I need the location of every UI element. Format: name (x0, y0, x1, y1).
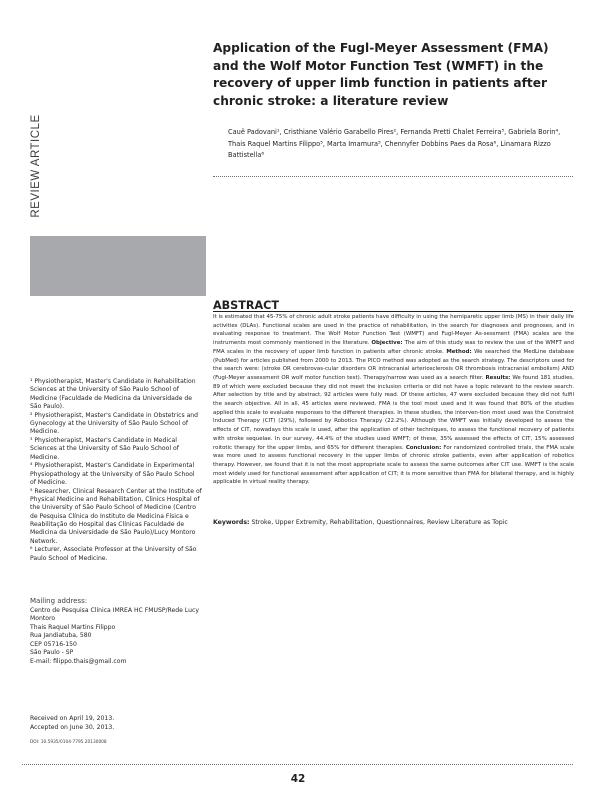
keywords-label: Keywords: (213, 519, 250, 526)
abstract-body (213, 313, 574, 487)
dates (30, 715, 202, 732)
doi: DOI: 10.5935/0104-7795.20130008 (30, 740, 107, 745)
mailing-address (30, 597, 202, 666)
affiliation-item: ³ Physiotherapist, Master's Candidate in Medical Sciences at the University of São Paulo School of Medicine. (30, 437, 179, 461)
mailing-line: São Paulo - SP (30, 649, 74, 656)
abstract-method: We searched the MedLine database (PubMed) for articles published from 2000 to 2013. The PICO method was adopted as the search strategy. The descriptors used for the search were: (stroke OR cerebrovas-cular disorders OR intracranial arteriosclerosis OR thrombosis intracranial embolism) AND (Fugl-Meyer assessment OR wolf motor function test). Therapy/narrow was used as a search filter. (213, 348, 574, 381)
mailing-line: Thais Raquel Martins Filippo (30, 623, 116, 631)
affiliations (30, 378, 202, 563)
abstract-rule (213, 311, 573, 312)
accepted-date: Accepted on June 30, 2013. (30, 723, 115, 731)
author-list: Cauê Padovani¹, Cristhiane Valério Garabello Pires², Fernanda Pretti Chalet Ferreira³, Gabriela Borin⁴, Thais Raquel Martins Filippo⁵, Marta Imamura⁵, Chennyfer Dobbins Paes da Rosa⁶, Linamara Rizzo Battistella⁶ (228, 128, 561, 159)
abstract-results: We found 181 studies, 89 of which were excluded because they did not meet the inclusion criteria or did not have a topic relevant to the review search. After selection by title and by abstract, 92 articles were fully read. Of these articles, 47 were excluded because they did not fulfil the search objective. All in all, 45 articles were reviewed. FMA is the tool most used and it was found that 80% of the studies applied this scale to evaluate responses to the different therapies. In these studies, the interven-tion most used was the Constraint Induced Therapy (CIT) (29%), followed by Robotics Therapy (22.2%). Although the WMFT was initially developed to assess the effects of CIT, nowadays this scale is used, after the application of other techniques, to assess the functional recovery of patients with stroke sequelae. In our survey, 44.4% of the studies used WMFT; of these, 35% assessed the effects of CIT, 15% assessed roitotic therapy for the upper limbs, and 65% for different therapies. (213, 374, 574, 451)
article-title: Application of the Fugl-Meyer Assessment (FMA) and the Wolf Motor Function Test (WMFT) in the recovery of upper limb function in patients after chronic stroke: a literature review (213, 41, 549, 108)
affiliation-item: ⁴ Physiotherapist, Master's Candidate in Experimental Physiopathology at the University of São Paulo School of Medicine. (30, 462, 195, 487)
title-divider (213, 176, 573, 177)
mailing-line: Centro de Pesquisa Clínica IMREA HC FMUSP/Rede Lucy Montoro (30, 606, 199, 622)
abstract-intro: It is estimated that 45-75% of chronic adult stroke patients have difficulty in using the hemiparetic upper limb (MS) in their daily life activities (DLAs). Functional scales are used in the practice of rehabilitation, in the search for diagnoses and prognoses, and in evaluating response to treatment. The Wolf Motor Function Test (WMFT) and Fugl-Meyer As-sessment (FMA) scales are the instruments most commonly mentioned in the literature. (213, 314, 574, 347)
mailing-email: E-mail: filippo.thais@gmail.com (30, 657, 127, 665)
objective-label: Objective: (371, 340, 403, 347)
page-number: 42 (290, 773, 306, 785)
results-label: Results: (485, 374, 511, 381)
footer-divider (22, 764, 573, 765)
abstract-objective: The aim of this study was to review the use of the WMFT and FMA scales in the recovery of upper limb function in patients after chronic stroke. (213, 340, 574, 355)
decorative-gray-band (30, 236, 206, 296)
mailing-line: Rua Jandiatuba, 580 (30, 632, 92, 639)
affiliation-item: ¹ Physiotherapist, Master's Candidate in Rehabilitation Sciences at the University of São Paulo School of Medicine (Faculdade de Medicina da Universidade de São Paulo). (30, 378, 196, 411)
abstract-heading: ABSTRACT (213, 299, 279, 312)
affiliation-item: ⁶ Lecturer, Associate Professor at the University of São Paulo School of Medicine. (30, 546, 197, 562)
affiliation-item: ⁵ Researcher, Clinical Research Center at the Institute of Physical Medicine and Rehabilitation, Clinics Hospital of the University of São Paulo School of Medicine (Centro de Pesquisa Clínica do Instituto de Medicina Física e Reabilitação do Hospital das Clínicas Faculdade de Medicina da Universidade de São Paulo)/Lucy Montoro Network. (30, 487, 202, 545)
section-label (26, 115, 46, 225)
conclusion-label: Conclusion: (405, 444, 442, 451)
mailing-label: Mailing address: (30, 597, 88, 605)
mailing-line: CEP 05716-150 (30, 640, 77, 648)
section-label-text: REVIEW ARTICLE (30, 114, 42, 218)
method-label: Method: (446, 348, 472, 355)
keywords-text: Stroke, Upper Extremity, Rehabilitation, Questionnaires, Review Literature as Topic (251, 519, 508, 526)
keywords (213, 519, 574, 527)
abstract-conclusion: For randomized controlled trials, the FMA scale was more used to assess functional recovery in the upper limbs of chronic stroke patients, even after application of robotics therapy. However, we found that it is not the most appropriate scale to assess the same outcomes after CIT use. WMFT is the scale most widely used for functional assessment after application of CIT; it is more sensitive than FMA for bilateral therapy, and is highly applicable in virtual reality therapy. (213, 444, 574, 486)
received-date: Received on April 19, 2013. (30, 715, 115, 722)
affiliation-item: ² Physiotherapist, Master's Candidate in Obstetrics and Gynecology at the University of São Paulo School of Medicine. (30, 411, 199, 436)
